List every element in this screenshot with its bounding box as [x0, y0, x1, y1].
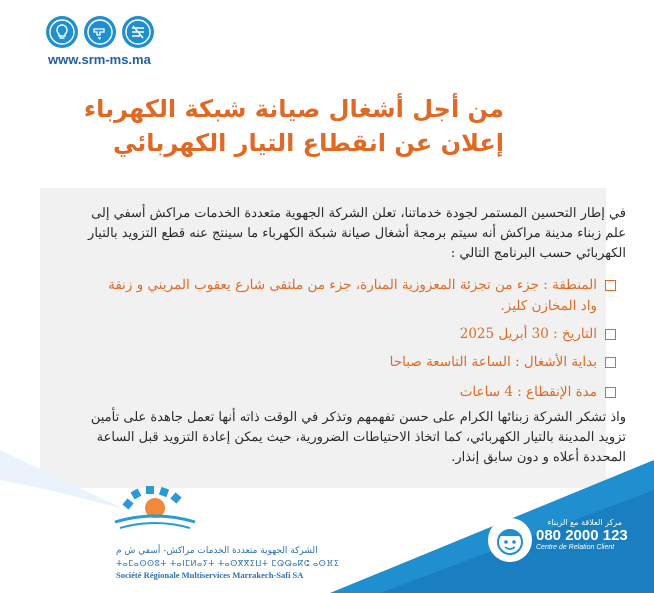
water-tap-icon — [84, 16, 116, 48]
hotline — [536, 518, 628, 551]
checkbox-bullet-icon — [605, 387, 616, 398]
detail-date — [460, 324, 616, 345]
company-name-fr: Société Régionale Multiservices Marrakech-Safi SA — [116, 570, 304, 580]
closing-paragraph: واذ تشكر الشركة زبنائها الكرام على حسن تفهمهم وتذكر في الوقت ذاته أنها تعمل جاهدة على تأمين تزويد المدينة بالتيار الكهربائي، كما اتخاذ الاحتياطات الضرورية، حيث يمكن إعادة التزويد قبل الساعة المحددة أعلاه و دون سابق إنذار. — [90, 410, 626, 465]
checkbox-bullet-icon — [605, 357, 616, 368]
hotline-number[interactable]: 080 2000 123 — [536, 527, 628, 544]
detail-start-text: بداية الأشغال : الساعة التاسعة صباحا — [389, 354, 597, 370]
company-name-ar: الشركة الجهوية متعددة الخدمات مراكش- أسفي ش م — [116, 546, 318, 556]
website-url[interactable]: www.srm-ms.ma — [48, 52, 151, 67]
detail-area-text: المنطقة : جزء من تجزئة المعزوزية المنارة، جزء من ملتقى شارع يعقوب المريني و زنقة واد المخازن كليز. — [108, 277, 597, 314]
customer-service-mascot-icon — [488, 518, 532, 562]
detail-date-text: التاريخ : 30 أبريل 2025 — [459, 326, 597, 342]
detail-start — [390, 352, 616, 373]
intro-paragraph: في إطار التحسين المستمر لجودة خدماتنا، تعلن الشركة الجهوية متعددة الخدمات مراكش أسفي إلى علم زبناء مدينة مراكش أنه سيتم برمجة أشغال صيانة شبكة الكهرباء ما سينتج عنه قطع التزويد بالتيار الكهربائي حسب البرنامج التالي : — [88, 206, 626, 261]
service-icons — [46, 16, 154, 48]
detail-duration-text: مدة الإنقطاع : 4 ساعات — [459, 384, 597, 400]
company-logo — [110, 486, 200, 534]
sanitation-icon — [122, 16, 154, 48]
page-title — [84, 92, 504, 160]
checkbox-bullet-icon — [605, 280, 616, 291]
detail-duration — [460, 382, 616, 403]
company-name-tz: ⵜⴰⵎⴰⵙⵙⵓⵜ ⵜⴰⵏⵎⵍⴰⵢⵜ ⵜⴰⵙⴳⴳⵉⵡⵜ ⵎⵕⵕⴰⴽⵛ ⴰⵙⴼⵉ — [116, 559, 340, 568]
title-line-2: إعلان عن انقطاع التيار الكهربائي — [113, 129, 504, 157]
hotline-label-ar: مركز العلاقة مع الزبناء — [547, 518, 622, 527]
lightbulb-icon — [46, 16, 78, 48]
checkbox-bullet-icon — [605, 329, 616, 340]
title-line-1: من أجل أشغال صيانة شبكة الكهرباء — [83, 95, 504, 123]
detail-area — [106, 275, 616, 317]
hotline-label-fr: Centre de Relation Client — [536, 544, 615, 551]
